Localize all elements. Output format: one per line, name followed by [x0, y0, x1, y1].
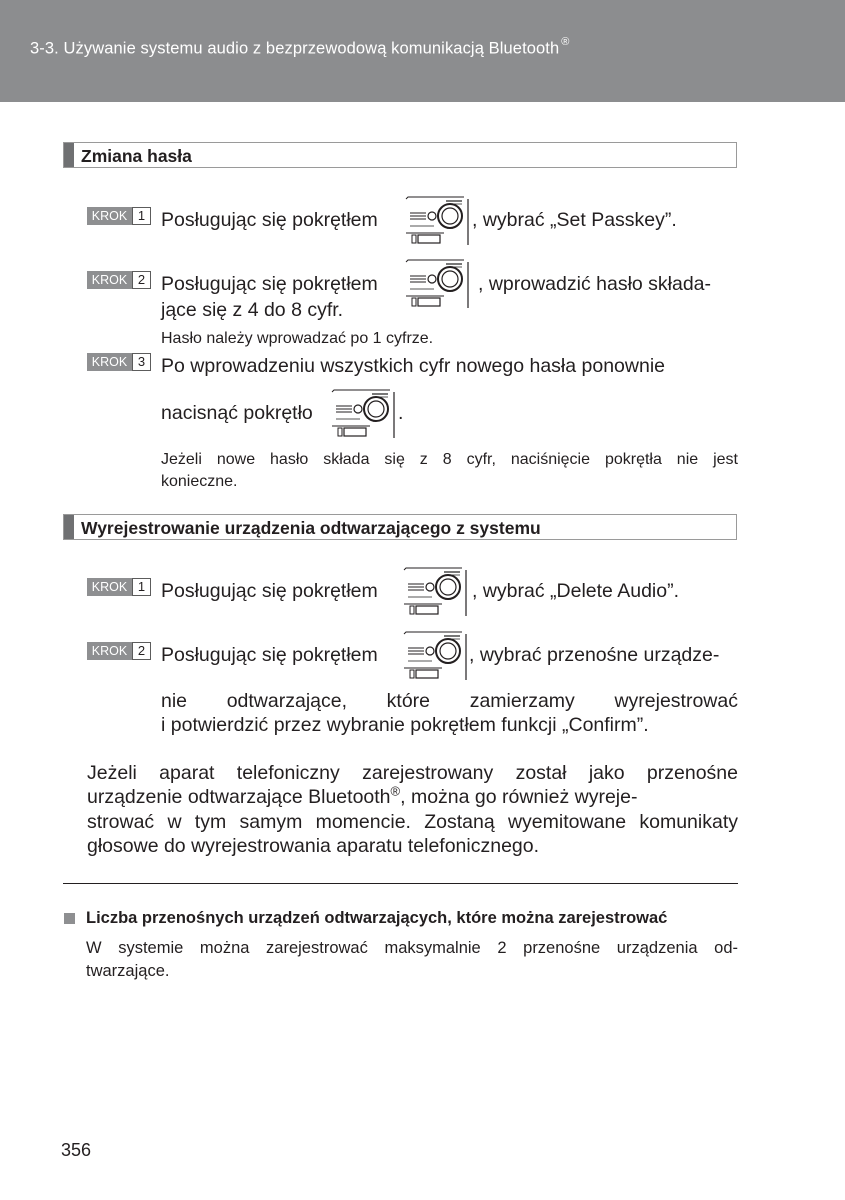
chapter-title: 3-3. Używanie systemu audio z bezprzewodową komunikacją Bluetooth ®	[30, 36, 570, 58]
step-note: Hasło należy wprowadzać po 1 cyfrze.	[161, 330, 434, 347]
info-text: W systemie można zarejestrować maksymalnie 2 przenośne urządzenia od-	[86, 939, 738, 957]
step-note: konieczne.	[161, 473, 238, 490]
info-heading: Liczba przenośnych urządzeń odtwarzających, które można zarejestrować	[86, 909, 668, 927]
body-paragraph-line: strować w tym samym momencie. Zostaną wyemitowane komunikaty	[87, 811, 738, 833]
step-text: i potwierdzić przez wybranie pokrętłem funkcji „Confirm”.	[161, 714, 649, 736]
step-badge-2: KROK 2	[87, 271, 151, 289]
section-heading-marker	[64, 515, 74, 539]
step-text: Posługując się pokrętłem	[161, 644, 378, 666]
page-header-bar	[0, 0, 845, 102]
step-badge-1: KROK 1	[87, 207, 151, 225]
body-paragraph-line: Jeżeli aparat telefoniczny zarejestrowany został jako przenośne	[87, 762, 738, 784]
body-paragraph-line: urządzenie odtwarzające Bluetooth®, można go również wyreje-	[87, 783, 638, 808]
step-text: Po wprowadzeniu wszystkich cyfr nowego hasła ponownie	[161, 355, 666, 377]
step-text: nie odtwarzające, które zamierzamy wyrejestrować	[161, 690, 738, 712]
info-bullet-square-icon	[64, 913, 75, 924]
step-text: , wybrać „Delete Audio”.	[472, 580, 680, 602]
step-badge-2: KROK 2	[87, 642, 151, 660]
step-text: , wybrać „Set Passkey”.	[472, 209, 677, 231]
step-text: jące się z 4 do 8 cyfr.	[161, 299, 344, 321]
section-heading-title: Zmiana hasła	[81, 146, 192, 166]
tune-select-knob-icon	[402, 630, 470, 682]
tune-select-knob-icon	[404, 258, 472, 310]
body-paragraph-line: głosowe do wyrejestrowania aparatu telefonicznego.	[87, 835, 540, 857]
section-heading-zmiana-hasla	[63, 142, 737, 168]
step-text: .	[398, 402, 404, 424]
step-text: Posługując się pokrętłem	[161, 580, 378, 602]
info-text: twarzające.	[86, 962, 170, 980]
step-text: , wprowadzić hasło składa-	[478, 273, 712, 295]
tune-select-knob-icon	[404, 195, 472, 247]
step-text: , wybrać przenośne urządze-	[469, 644, 720, 666]
divider	[63, 883, 738, 884]
step-badge-1: KROK 1	[87, 578, 151, 596]
step-badge-3: KROK 3	[87, 353, 151, 371]
step-text: Posługując się pokrętłem	[161, 209, 378, 231]
step-text: nacisnąć pokrętło	[161, 402, 313, 424]
step-note: Jeżeli nowe hasło składa się z 8 cyfr, naciśnięcie pokrętła nie jest	[161, 451, 738, 468]
section-heading-wyrejestrowanie	[63, 514, 737, 540]
page-number: 356	[61, 1140, 92, 1160]
tune-select-knob-icon	[402, 566, 470, 618]
section-heading-title: Wyrejestrowanie urządzenia odtwarzającego z systemu	[81, 518, 541, 538]
step-text: Posługując się pokrętłem	[161, 273, 378, 295]
tune-select-knob-icon	[330, 388, 398, 440]
section-heading-marker	[64, 143, 74, 167]
